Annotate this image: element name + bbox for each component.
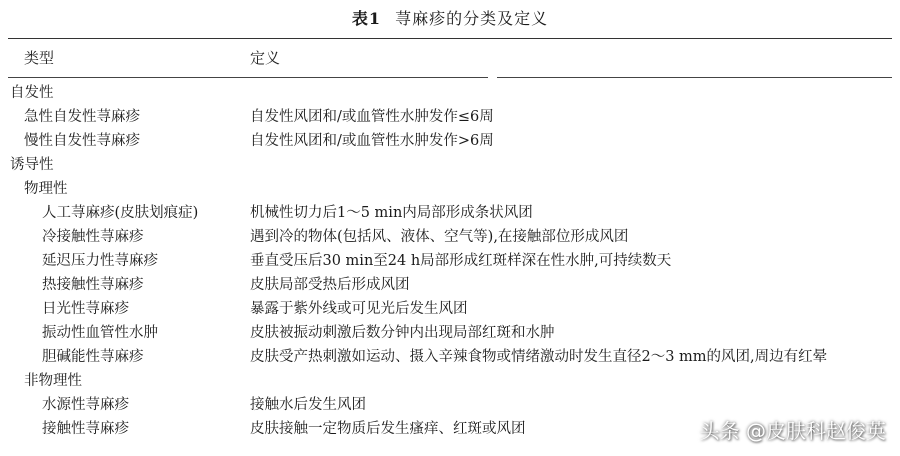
row-definition: 接触水后发生风团 (250, 397, 366, 413)
row-type: 日光性荨麻疹 (42, 301, 129, 317)
row-type: 水源性荨麻疹 (42, 397, 129, 413)
table-body (0, 81, 900, 441)
row-type: 冷接触性荨麻疹 (42, 229, 144, 245)
header-rule-right (497, 77, 892, 78)
row-definition: 垂直受压后30 min至24 h局部形成红斑样深在性水肿,可持续数天 (250, 253, 672, 269)
table-row (0, 393, 900, 417)
row-definition: 暴露于紫外线或可见光后发生风团 (250, 301, 468, 317)
table-title: 荨麻疹的分类及定义 (395, 9, 549, 28)
row-definition: 机械性切力后1～5 min内局部形成条状风团 (250, 205, 533, 221)
header-definition: 定义 (250, 49, 281, 67)
row-type: 接触性荨麻疹 (42, 421, 129, 437)
table-row (0, 129, 900, 153)
row-type: 延迟压力性荨麻疹 (42, 253, 158, 269)
row-type: 诱导性 (10, 157, 54, 173)
table-number: 表1 (351, 9, 382, 28)
row-type: 人工荨麻疹(皮肤划痕症) (42, 205, 199, 221)
table-row (0, 297, 900, 321)
row-definition: 皮肤被振动刺激后数分钟内出现局部红斑和水肿 (250, 325, 555, 341)
table-row (0, 321, 900, 345)
row-definition: 皮肤接触一定物质后发生瘙痒、红斑或风团 (250, 421, 526, 437)
table-row (0, 369, 900, 393)
table-row (0, 201, 900, 225)
row-definition: 自发性风团和/或血管性水肿发作>6周 (250, 133, 494, 149)
table-row (0, 273, 900, 297)
table-row (0, 177, 900, 201)
row-definition: 自发性风团和/或血管性水肿发作≤6周 (250, 109, 494, 125)
header-rule-left (8, 77, 488, 78)
watermark: 头条 @皮肤科赵俊英 (699, 419, 886, 443)
header-type: 类型 (24, 49, 55, 67)
row-type: 自发性 (10, 85, 54, 101)
row-definition: 遇到冷的物体(包括风、液体、空气等),在接触部位形成风团 (250, 229, 629, 245)
table-row (0, 81, 900, 105)
table-row (0, 225, 900, 249)
table-row (0, 153, 900, 177)
row-type: 急性自发性荨麻疹 (24, 109, 140, 125)
row-type: 非物理性 (24, 373, 82, 389)
row-definition: 皮肤局部受热后形成风团 (250, 277, 410, 293)
table-row (0, 345, 900, 369)
row-type: 热接触性荨麻疹 (42, 277, 144, 293)
table-caption (0, 8, 900, 30)
table-row (0, 105, 900, 129)
table-row (0, 249, 900, 273)
row-type: 物理性 (24, 181, 68, 197)
row-type: 胆碱能性荨麻疹 (42, 349, 144, 365)
row-definition: 皮肤受产热刺激如运动、摄入辛辣食物或情绪激动时发生直径2～3 mm的风团,周边有红晕 (250, 349, 828, 365)
top-rule (8, 38, 892, 39)
row-type: 振动性血管性水肿 (42, 325, 158, 341)
row-type: 慢性自发性荨麻疹 (24, 133, 140, 149)
